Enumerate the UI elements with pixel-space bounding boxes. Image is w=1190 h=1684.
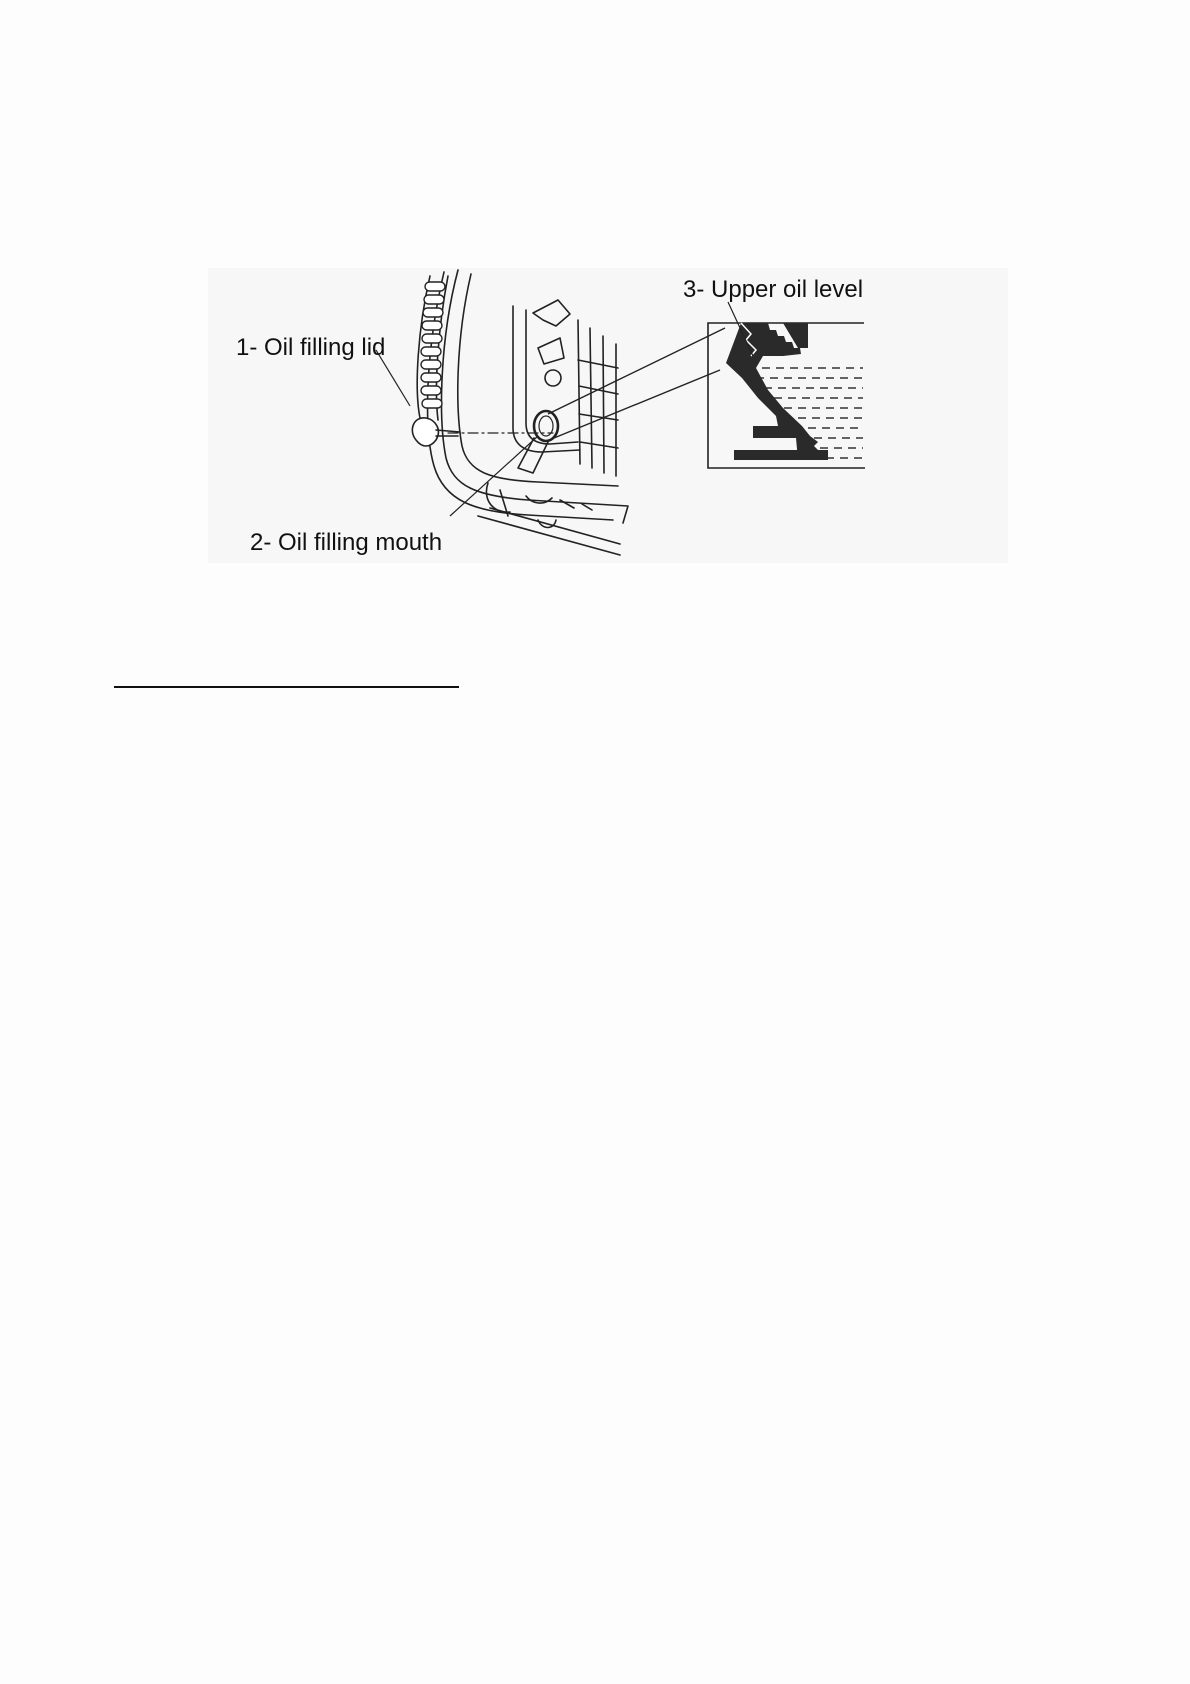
label-oil-filling-mouth: 2- Oil filling mouth: [250, 529, 443, 556]
oil-filling-figure: [208, 268, 1008, 563]
footnote-divider: [114, 686, 459, 688]
label-upper-oil-level: 3- Upper oil level: [683, 276, 864, 303]
label-oil-filling-lid: 1- Oil filling lid: [236, 334, 386, 361]
